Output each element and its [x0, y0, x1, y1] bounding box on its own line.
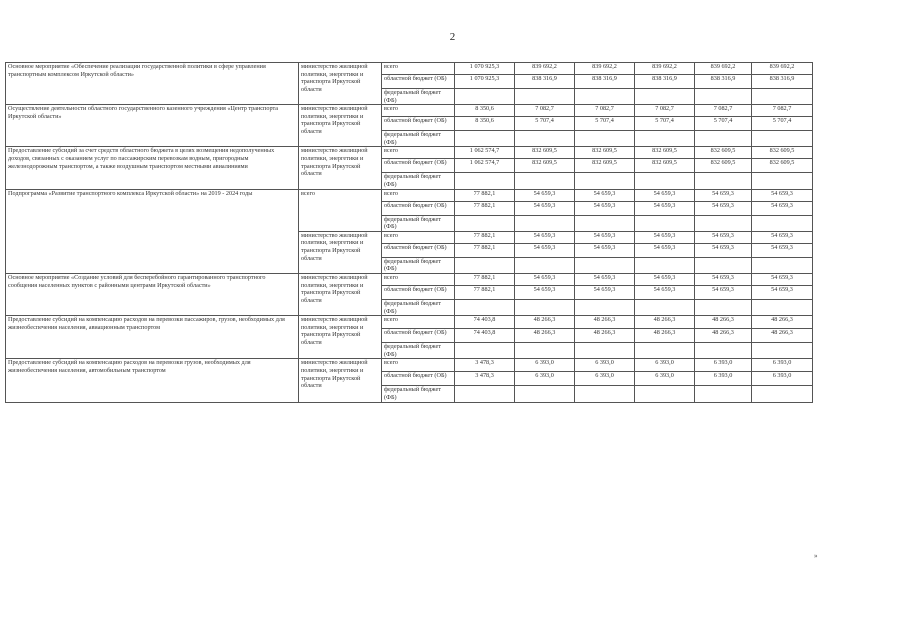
amount-cell	[752, 343, 813, 359]
amount-cell	[695, 89, 752, 105]
amount-cell: 54 659,3	[695, 189, 752, 201]
amount-cell: 54 659,3	[752, 201, 813, 215]
amount-cell: 7 082,7	[575, 105, 635, 117]
executor-cell: министерство жилищной политики, энергетики и транспорта Иркутской области	[299, 105, 382, 147]
funding-source-cell: всего	[382, 189, 455, 201]
amount-cell: 6 393,0	[752, 372, 813, 386]
amount-cell: 832 609,5	[575, 159, 635, 173]
funding-source-cell: областной бюджет (ОБ)	[382, 329, 455, 343]
amount-cell	[635, 299, 695, 315]
amount-cell: 48 266,3	[515, 329, 575, 343]
amount-cell: 54 659,3	[635, 285, 695, 299]
amount-cell: 832 609,5	[752, 147, 813, 159]
activity-cell: Основное мероприятие «Обеспечение реализации государственной политики в сфере управления транспортным комплексом Иркутской области»	[6, 63, 299, 105]
executor-cell: министерство жилищной политики, энергетики и транспорта Иркутской области	[299, 273, 382, 315]
amount-cell	[752, 215, 813, 231]
funding-source-cell: областной бюджет (ОБ)	[382, 75, 455, 89]
amount-cell: 839 692,2	[515, 63, 575, 75]
table-row	[6, 273, 813, 285]
executor-cell: министерство жилищной политики, энергетики и транспорта Иркутской области	[299, 231, 382, 273]
amount-cell	[695, 173, 752, 189]
amount-cell	[575, 386, 635, 402]
amount-cell	[635, 215, 695, 231]
amount-cell: 54 659,3	[635, 189, 695, 201]
amount-cell: 77 882,1	[455, 273, 515, 285]
amount-cell: 74 403,8	[455, 329, 515, 343]
activity-cell: Предоставление субсидий за счет средств областного бюджета в целях возмещения недополученных доходов, связанных с оказанием услуг по пассажирским перевозкам водным, пригородным железнодорожным транспортом, а также воздушным транспортом местными авиалиниями	[6, 147, 299, 189]
amount-cell: 1 062 574,7	[455, 147, 515, 159]
funding-source-cell: всего	[382, 63, 455, 75]
amount-cell: 54 659,3	[695, 243, 752, 257]
amount-cell: 54 659,3	[515, 273, 575, 285]
amount-cell: 77 882,1	[455, 243, 515, 257]
amount-cell: 48 266,3	[635, 316, 695, 329]
amount-cell: 54 659,3	[752, 273, 813, 285]
amount-cell: 74 403,8	[455, 316, 515, 329]
amount-cell	[752, 299, 813, 315]
amount-cell: 54 659,3	[695, 273, 752, 285]
amount-cell: 54 659,3	[575, 201, 635, 215]
amount-cell: 1 070 925,3	[455, 63, 515, 75]
amount-cell	[575, 89, 635, 105]
amount-cell	[455, 299, 515, 315]
amount-cell: 832 609,5	[635, 159, 695, 173]
amount-cell: 77 882,1	[455, 201, 515, 215]
amount-cell: 839 692,2	[752, 63, 813, 75]
funding-source-cell: федеральный бюджет (ФБ)	[382, 343, 455, 359]
table-row	[6, 316, 813, 329]
amount-cell: 839 692,2	[695, 63, 752, 75]
amount-cell: 7 082,7	[695, 105, 752, 117]
funding-source-cell: федеральный бюджет (ФБ)	[382, 299, 455, 315]
amount-cell: 48 266,3	[575, 329, 635, 343]
amount-cell: 54 659,3	[575, 243, 635, 257]
funding-source-cell: федеральный бюджет (ФБ)	[382, 89, 455, 105]
executor-cell: министерство жилищной политики, энергетики и транспорта Иркутской области	[299, 316, 382, 359]
amount-cell: 5 707,4	[752, 117, 813, 131]
amount-cell	[455, 386, 515, 402]
amount-cell	[575, 299, 635, 315]
amount-cell	[575, 343, 635, 359]
funding-source-cell: областной бюджет (ОБ)	[382, 117, 455, 131]
amount-cell: 6 393,0	[515, 372, 575, 386]
amount-cell	[575, 131, 635, 147]
activity-cell: Предоставление субсидий на компенсацию расходов на перевозки грузов, необходимых для жизнеобеспечения населения, автомобильным транспортом	[6, 359, 299, 402]
amount-cell	[515, 131, 575, 147]
amount-cell: 838 316,9	[575, 75, 635, 89]
amount-cell: 3 478,3	[455, 372, 515, 386]
amount-cell	[515, 257, 575, 273]
amount-cell: 6 393,0	[575, 359, 635, 372]
amount-cell: 6 393,0	[635, 359, 695, 372]
amount-cell: 5 707,4	[635, 117, 695, 131]
amount-cell: 7 082,7	[515, 105, 575, 117]
table-body	[6, 63, 813, 403]
amount-cell	[635, 89, 695, 105]
amount-cell	[752, 257, 813, 273]
amount-cell: 54 659,3	[515, 201, 575, 215]
amount-cell: 5 707,4	[575, 117, 635, 131]
amount-cell: 54 659,3	[575, 231, 635, 243]
amount-cell: 6 393,0	[635, 372, 695, 386]
amount-cell: 48 266,3	[695, 316, 752, 329]
funding-source-cell: всего	[382, 105, 455, 117]
amount-cell: 6 393,0	[575, 372, 635, 386]
amount-cell: 5 707,4	[515, 117, 575, 131]
amount-cell	[515, 343, 575, 359]
amount-cell: 832 609,5	[635, 147, 695, 159]
amount-cell: 839 692,2	[635, 63, 695, 75]
table-row	[6, 359, 813, 372]
amount-cell: 838 316,9	[515, 75, 575, 89]
amount-cell: 6 393,0	[752, 359, 813, 372]
amount-cell: 54 659,3	[635, 201, 695, 215]
amount-cell: 54 659,3	[515, 231, 575, 243]
amount-cell: 832 609,5	[575, 147, 635, 159]
amount-cell: 48 266,3	[635, 329, 695, 343]
amount-cell	[515, 173, 575, 189]
amount-cell: 54 659,3	[752, 231, 813, 243]
amount-cell: 54 659,3	[515, 243, 575, 257]
amount-cell	[635, 173, 695, 189]
amount-cell: 3 478,3	[455, 359, 515, 372]
amount-cell: 1 070 925,3	[455, 75, 515, 89]
amount-cell	[455, 343, 515, 359]
amount-cell: 8 350,6	[455, 117, 515, 131]
funding-source-cell: всего	[382, 231, 455, 243]
amount-cell: 838 316,9	[695, 75, 752, 89]
funding-source-cell: всего	[382, 147, 455, 159]
amount-cell: 54 659,3	[752, 189, 813, 201]
funding-source-cell: федеральный бюджет (ФБ)	[382, 257, 455, 273]
amount-cell: 54 659,3	[752, 243, 813, 257]
amount-cell: 839 692,2	[575, 63, 635, 75]
amount-cell: 48 266,3	[752, 316, 813, 329]
amount-cell: 54 659,3	[695, 201, 752, 215]
executor-cell: министерство жилищной политики, энергетики и транспорта Иркутской области	[299, 63, 382, 105]
amount-cell	[455, 89, 515, 105]
amount-cell	[575, 215, 635, 231]
amount-cell	[695, 299, 752, 315]
amount-cell: 6 393,0	[695, 359, 752, 372]
funding-source-cell: федеральный бюджет (ФБ)	[382, 386, 455, 402]
amount-cell: 832 609,5	[695, 147, 752, 159]
amount-cell: 7 082,7	[635, 105, 695, 117]
amount-cell: 54 659,3	[695, 285, 752, 299]
amount-cell: 54 659,3	[515, 285, 575, 299]
funding-source-cell: областной бюджет (ОБ)	[382, 372, 455, 386]
amount-cell: 8 350,6	[455, 105, 515, 117]
amount-cell: 77 882,1	[455, 189, 515, 201]
funding-source-cell: областной бюджет (ОБ)	[382, 201, 455, 215]
executor-cell: министерство жилищной политики, энергетики и транспорта Иркутской области	[299, 147, 382, 189]
amount-cell	[695, 386, 752, 402]
amount-cell: 54 659,3	[635, 243, 695, 257]
amount-cell: 838 316,9	[635, 75, 695, 89]
amount-cell: 48 266,3	[515, 316, 575, 329]
activity-cell: Подпрограмма «Развитие транспортного комплекса Иркутской области» на 2019 - 2024 годы	[6, 189, 299, 273]
amount-cell: 54 659,3	[575, 189, 635, 201]
amount-cell: 48 266,3	[695, 329, 752, 343]
amount-cell: 832 609,5	[695, 159, 752, 173]
amount-cell	[455, 131, 515, 147]
amount-cell	[635, 386, 695, 402]
amount-cell	[575, 257, 635, 273]
amount-cell	[695, 131, 752, 147]
amount-cell: 832 609,5	[515, 159, 575, 173]
table-row	[6, 147, 813, 159]
table-row	[6, 105, 813, 117]
amount-cell	[455, 257, 515, 273]
amount-cell: 54 659,3	[575, 285, 635, 299]
funding-source-cell: федеральный бюджет (ФБ)	[382, 173, 455, 189]
amount-cell: 832 609,5	[515, 147, 575, 159]
funding-source-cell: федеральный бюджет (ФБ)	[382, 131, 455, 147]
amount-cell: 6 393,0	[515, 359, 575, 372]
amount-cell: 7 082,7	[752, 105, 813, 117]
amount-cell: 838 316,9	[752, 75, 813, 89]
amount-cell: 832 609,5	[752, 159, 813, 173]
amount-cell	[515, 386, 575, 402]
funding-source-cell: всего	[382, 316, 455, 329]
funding-source-cell: областной бюджет (ОБ)	[382, 285, 455, 299]
activity-cell: Основное мероприятие «Создание условий для бесперебойного гарантированного транспортного сообщения населенных пунктов с районными центрами Иркутской области»	[6, 273, 299, 315]
amount-cell	[575, 173, 635, 189]
continuation-mark: »	[814, 552, 818, 560]
amount-cell: 1 062 574,7	[455, 159, 515, 173]
funding-source-cell: областной бюджет (ОБ)	[382, 159, 455, 173]
funding-source-cell: всего	[382, 273, 455, 285]
amount-cell: 54 659,3	[752, 285, 813, 299]
amount-cell: 54 659,3	[635, 231, 695, 243]
amount-cell: 6 393,0	[695, 372, 752, 386]
amount-cell	[752, 386, 813, 402]
funding-source-cell: областной бюджет (ОБ)	[382, 243, 455, 257]
amount-cell	[515, 299, 575, 315]
page-number: 2	[449, 31, 456, 43]
funding-source-cell: федеральный бюджет (ФБ)	[382, 215, 455, 231]
table-row	[6, 189, 813, 201]
table-row	[6, 63, 813, 75]
funding-source-cell: всего	[382, 359, 455, 372]
amount-cell: 5 707,4	[695, 117, 752, 131]
amount-cell	[635, 257, 695, 273]
activity-cell: Предоставление субсидий на компенсацию расходов на перевозки пассажиров, грузов, необходимых для жизнеобеспечения населения, авиационным транспортом	[6, 316, 299, 359]
amount-cell	[695, 257, 752, 273]
budget-table	[5, 62, 813, 403]
amount-cell	[635, 343, 695, 359]
amount-cell	[635, 131, 695, 147]
amount-cell: 48 266,3	[752, 329, 813, 343]
amount-cell	[752, 89, 813, 105]
executor-cell: министерство жилищной политики, энергетики и транспорта Иркутской области	[299, 359, 382, 402]
amount-cell	[752, 173, 813, 189]
amount-cell	[695, 215, 752, 231]
amount-cell: 54 659,3	[575, 273, 635, 285]
amount-cell: 54 659,3	[515, 189, 575, 201]
amount-cell: 54 659,3	[695, 231, 752, 243]
amount-cell: 77 882,1	[455, 231, 515, 243]
amount-cell	[752, 131, 813, 147]
amount-cell	[515, 89, 575, 105]
activity-cell: Осуществление деятельности областного государственного казенного учреждения «Центр транспорта Иркутской области»	[6, 105, 299, 147]
amount-cell	[695, 343, 752, 359]
amount-cell: 77 882,1	[455, 285, 515, 299]
amount-cell	[455, 173, 515, 189]
amount-cell: 48 266,3	[575, 316, 635, 329]
amount-cell: 54 659,3	[635, 273, 695, 285]
executor-cell: всего	[299, 189, 382, 231]
amount-cell	[455, 215, 515, 231]
amount-cell	[515, 215, 575, 231]
